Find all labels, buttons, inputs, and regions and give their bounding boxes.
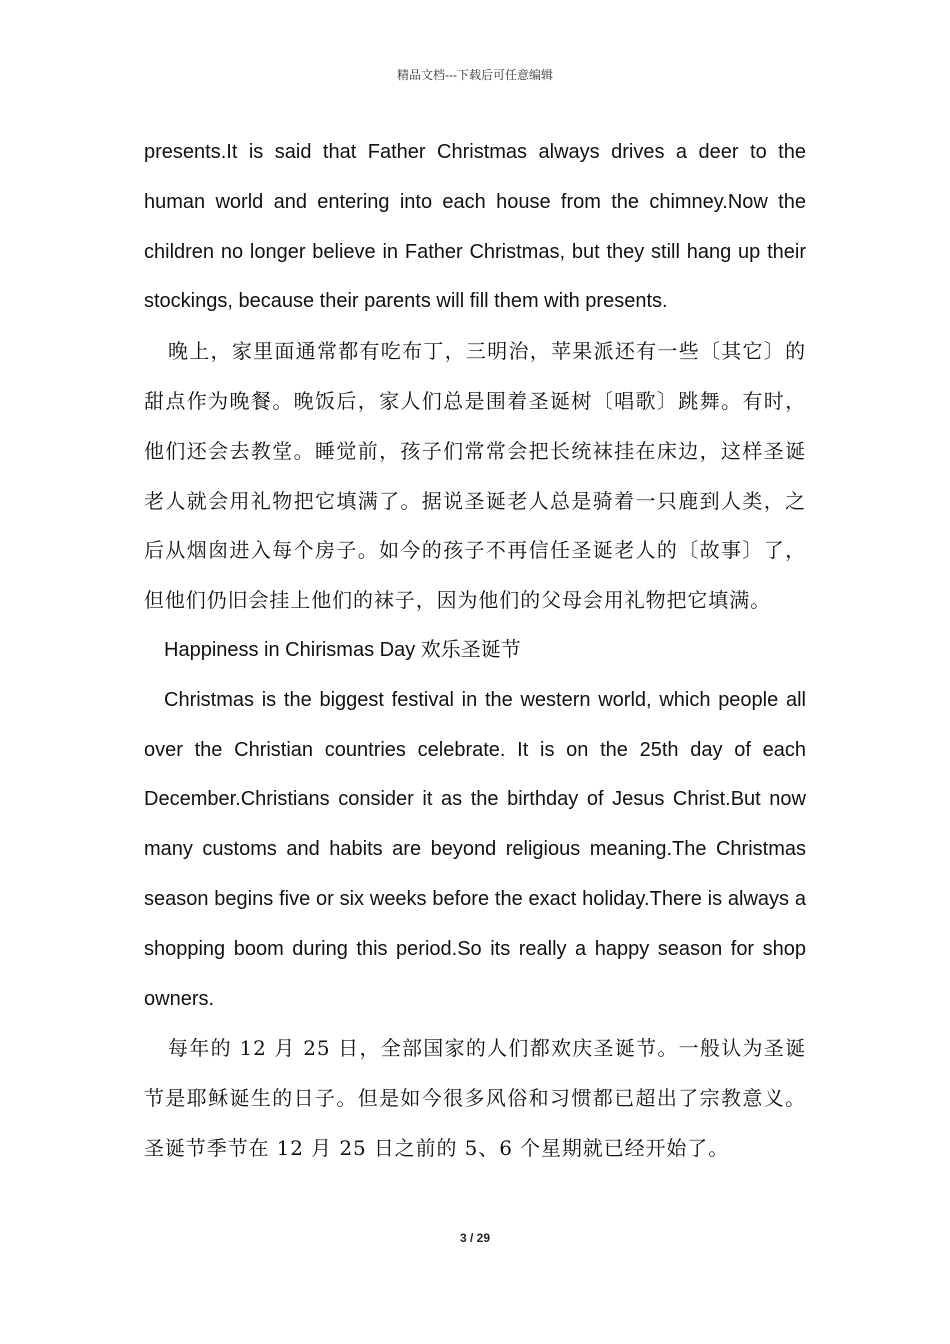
page-number: 3 / 29 (459, 1231, 491, 1245)
section-title: Happiness in Chirismas Day 欢乐圣诞节 (164, 638, 521, 661)
paragraph-english-2: Christmas is the biggest festival in the western world, which people all over the Christian countries celebrate. It is on the 25th day of each December.Christians consider it as the birthday of Jesus Christ.But now many customs and habits are beyond religious meaning.The Christmas season begins five or six weeks before the exact holiday.There is always a shopping boom during this period.So its really a happy season for shop owners. (144, 688, 806, 1010)
paragraph-chinese-2: 每年的 12 月 25 日，全部国家的人们都欢庆圣诞节。一般认为圣诞节是耶稣诞生的日子。但是如今很多风俗和习惯都已超出了宗教意义。圣诞节季节在 12 月 25 日之前的 5、6 个星期就已经开始了。 (144, 1036, 806, 1160)
paragraph-chinese-1: 晚上，家里面通常都有吃布丁，三明治，苹果派还有一些〔其它〕的甜点作为晚餐。晚饭后，家人们总是围着圣诞树〔唱歌〕跳舞。有时，他们还会去教堂。睡觉前，孩子们常常会把长统袜挂在床边，这样圣诞老人就会用礼物把它填满了。据说圣诞老人总是骑着一只鹿到人类，之后从烟囱进入每个房子。如今的孩子不再信任圣诞老人的〔故事〕了，但他们仍旧会挂上他们的袜子，因为他们的父母会用礼物把它填满。 (144, 339, 806, 613)
page-header: 精品文档---下载后可任意编辑 (397, 68, 553, 82)
paragraph-english-1: presents.It is said that Father Christmas always drives a deer to the human world and entering into each house from the chimney.Now the children no longer believe in Father Christmas, but they still hang up their stockings, because their parents will fill them with presents. (144, 141, 806, 313)
document-body (144, 128, 806, 1174)
